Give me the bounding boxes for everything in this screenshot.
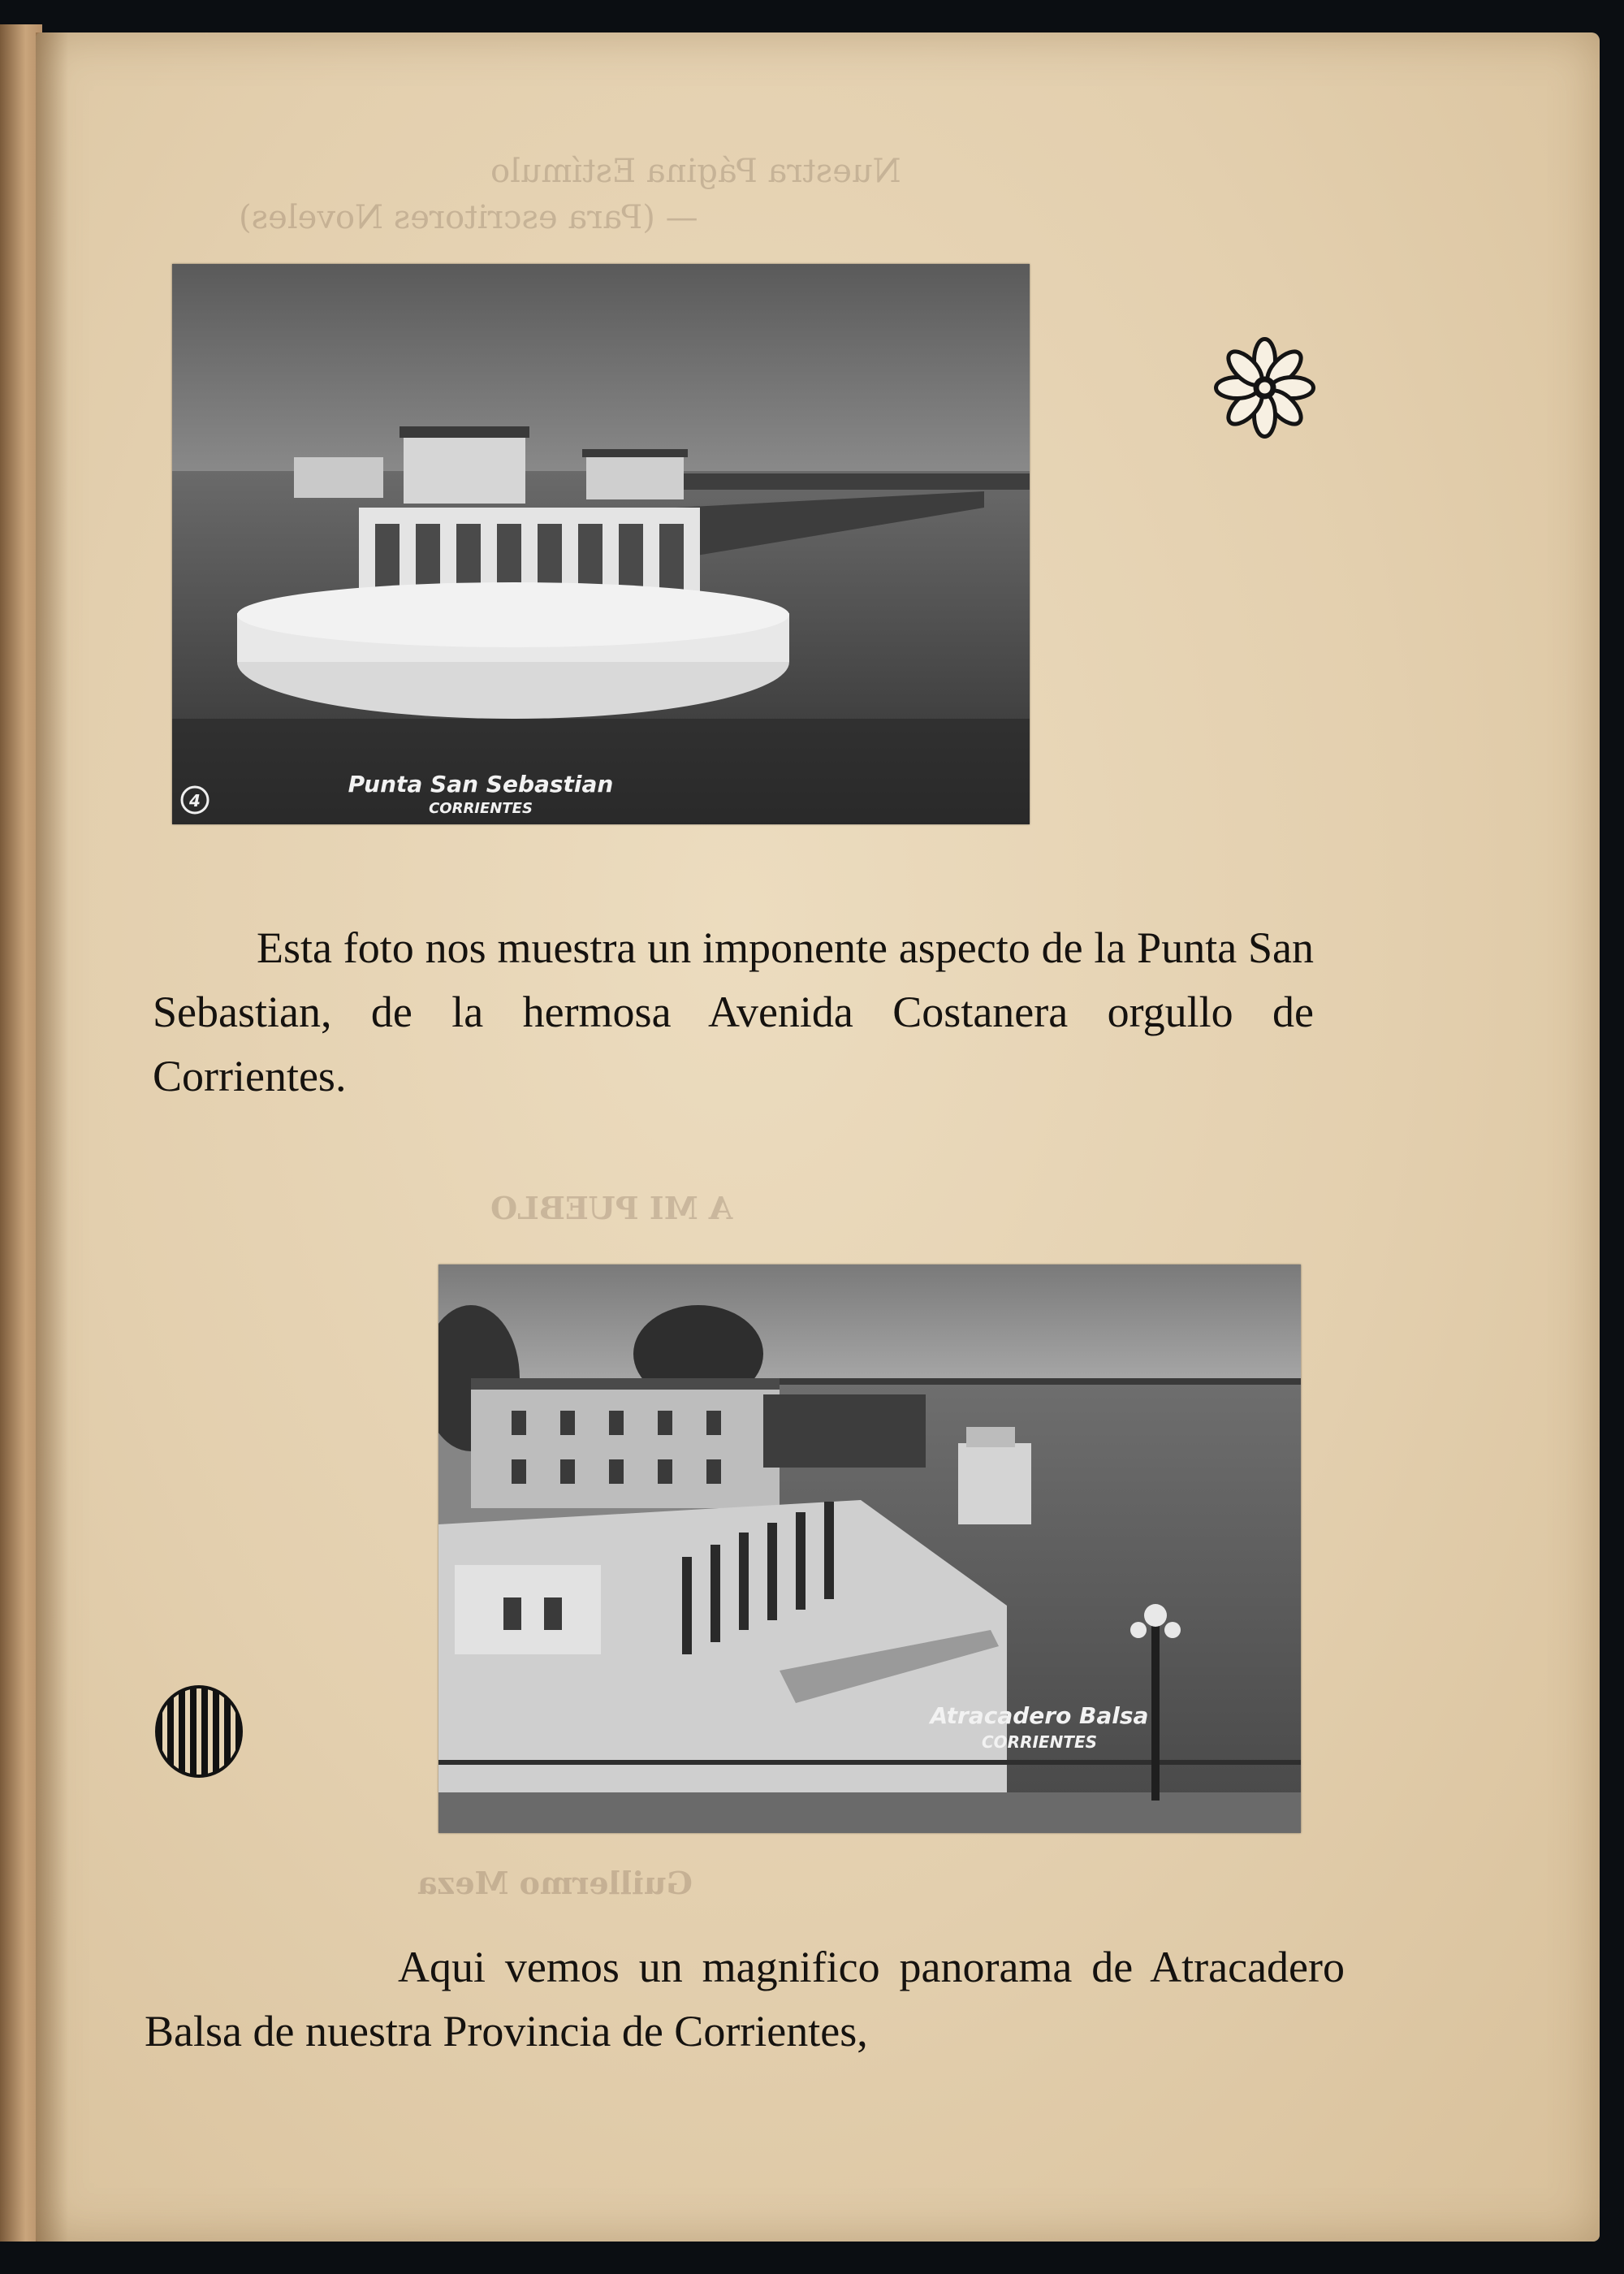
flower-icon xyxy=(1214,337,1315,439)
photo-atracadero-balsa xyxy=(438,1265,1301,1833)
photo-1-number: 4 xyxy=(189,791,201,811)
striped-disc-icon xyxy=(154,1685,244,1779)
photo-punta-san-sebastian xyxy=(172,264,1030,824)
bleed-through-author: Guillermo Meza xyxy=(417,1865,693,1901)
caption-paragraph-atracadero-balsa: Aqui vemos un magnifico panorama de Atracadero Balsa de nuestra Provincia de Corrientes, xyxy=(145,1943,1345,2056)
photo-1-caption-city: CORRIENTES xyxy=(429,800,533,817)
photo-2-caption-title: Atracadero Balsa xyxy=(930,1702,1149,1729)
bleed-through-heading: Nuestra Página Estímulo xyxy=(490,153,901,190)
bleed-through-subheading: — (Para escritores Noveles) xyxy=(239,199,698,236)
bleed-through-poem-title: A MI PUEBLO xyxy=(490,1190,733,1226)
photo-2-caption-city: CORRIENTES xyxy=(981,1732,1098,1752)
page-spine-shadow xyxy=(36,32,68,2242)
photo-1-caption-title: Punta San Sebastian xyxy=(348,771,614,798)
caption-paragraph-punta-san-sebastian: Esta foto nos muestra un imponente aspecto de la Punta San Sebastian, de la hermosa Avenida Costanera orgullo de Corrientes. xyxy=(153,923,1314,1100)
